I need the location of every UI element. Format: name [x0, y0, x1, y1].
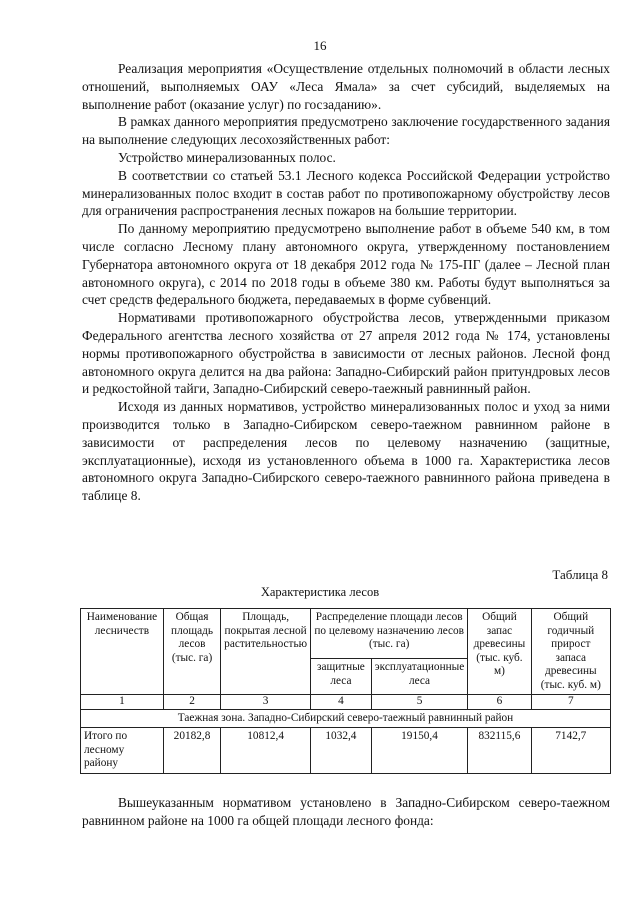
cell-protective: 1032,4 [311, 728, 372, 774]
table-row [81, 728, 611, 774]
header-protective: защитные леса [311, 659, 372, 695]
column-number: 4 [311, 695, 372, 710]
cell-annual-growth: 7142,7 [531, 728, 610, 774]
column-number-row [81, 695, 611, 710]
row-label: Итого по лесному району [81, 728, 164, 774]
column-number: 3 [221, 695, 311, 710]
header-covered-area: Площадь, покрытая лесной растительностью [221, 609, 311, 695]
table-caption: Таблица 8 [552, 567, 608, 582]
paragraph-5: По данному мероприятию предусмотрено выполнение работ в объеме 540 км, в том числе согласно Лесному плану автономного округа, утвержденному постановлением Губернатора автономного округа от 18 декабря 2012 года № 175-ПГ (далее – Лесной план автономного округа), с 2014 по 2018 годы в объеме 380 км. Работы будут выполняться за счет средств федерального бюджета, передаваемых в форме субвенций. [82, 221, 610, 308]
column-number: 1 [81, 695, 164, 710]
header-annual-growth: Общий годичный прирост запаса древесины (тыс. куб. м) [531, 609, 610, 695]
forest-characteristics-table [80, 608, 611, 774]
column-number: 6 [468, 695, 531, 710]
table-title: Характеристика лесов [260, 585, 380, 599]
cell-timber-stock: 832115,6 [468, 728, 531, 774]
column-number: 5 [371, 695, 468, 710]
cell-exploitation: 19150,4 [371, 728, 468, 774]
paragraph-3: Устройство минерализованных полос. [118, 149, 336, 165]
zone-label: Таежная зона. Западно-Сибирский северо-таежный равнинный район [81, 709, 611, 728]
paragraph-1: Реализация мероприятия «Осуществление отдельных полномочий в области лесных отношений, выполняемых ОАУ «Леса Ямала» за счет субсидий, выделяемых на выполнение работ (оказание услуг) по госзаданию». [82, 61, 610, 112]
paragraph-6: Нормативами противопожарного обустройства лесов, утвержденными приказом Федерального агентства лесного хозяйства от 27 апреля 2012 года № 174, установлены нормы противопожарного обустройства в зависимости от лесных районов. Лесной фонд автономного округа делится на два района: Западно-Сибирский район притундровых лесов и редкостойной тайги, Западно-Сибирский северо-таежный равнинный район. [82, 310, 610, 397]
column-number: 2 [163, 695, 220, 710]
closing-text [82, 794, 610, 830]
paragraph-after-table: Вышеуказанным нормативом установлено в Западно-Сибирском северо-таежном равнинном районе на 1000 га общей площади лесного фонда: [82, 795, 610, 828]
paragraph-2: В рамках данного мероприятия предусмотрено заключение государственного задания на выполнение следующих лесохозяйственных работ: [82, 114, 610, 148]
paragraph-4: В соответствии со статьей 53.1 Лесного кодекса Российской Федерации устройство минерализованных полос входит в состав работ по противопожарному обустройству лесов для ограничения распространения лесных пожаров на большие территории. [82, 167, 610, 219]
zone-row [81, 709, 611, 728]
cell-total-area: 20182,8 [163, 728, 220, 774]
header-timber-stock: Общий запас древесины (тыс. куб. м) [468, 609, 531, 695]
page-number: 16 [313, 38, 327, 53]
header-forestry-name: Наименование лесничеств [81, 609, 164, 695]
header-distribution: Распределение площади лесов по целевому назначению лесов (тыс. га) [311, 609, 468, 659]
header-total-area: Общая площадь лесов (тыс. га) [163, 609, 220, 695]
cell-covered-area: 10812,4 [221, 728, 311, 774]
main-text [82, 60, 610, 505]
column-number: 7 [531, 695, 610, 710]
header-exploitation: эксплуатационные леса [371, 659, 468, 695]
header-row-1 [81, 609, 611, 659]
paragraph-7: Исходя из данных нормативов, устройство минерализованных полос и уход за ними производится только в Западно-Сибирском северо-таежном равнинном районе в зависимости от распределения лесов по целевому назначению (защитные, эксплуатационные), исходя из установленного объема в 1000 га. Характеристика лесов автономного округа Западно-Сибирского северо-таежного равнинного района приведена в таблице 8. [82, 399, 610, 504]
